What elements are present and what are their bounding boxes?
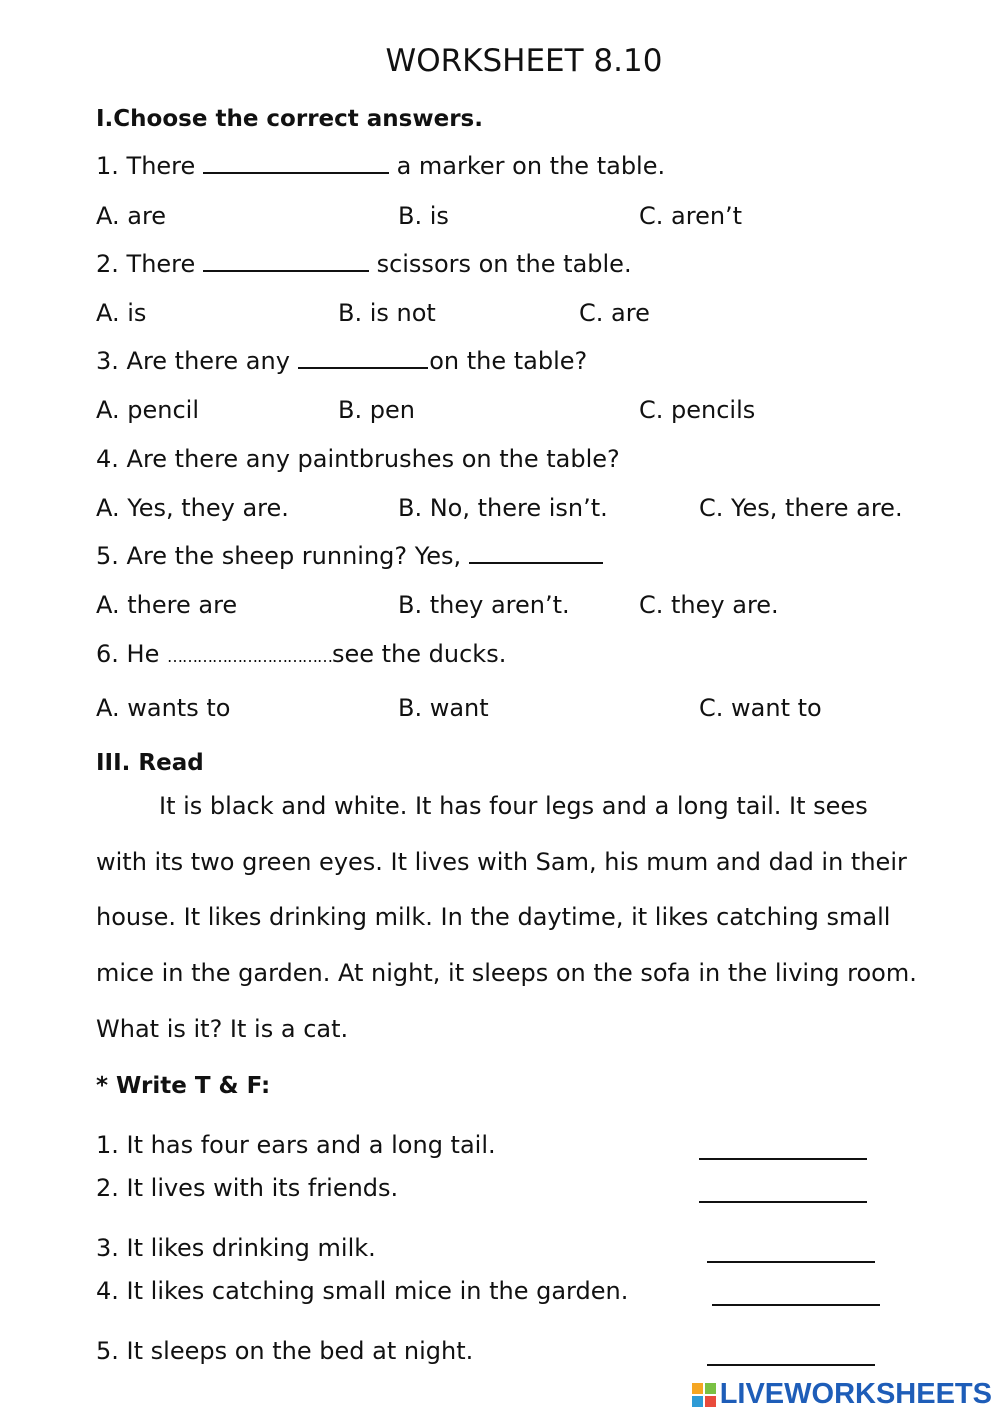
answer-blank-2[interactable] (203, 269, 369, 272)
true-false-heading: * Write T & F: (96, 1073, 271, 1099)
option-5b[interactable]: B. they aren’t. (398, 591, 570, 619)
question-3-pre: 3. Are there any (96, 347, 290, 375)
paragraph-line-2: with its two green eyes. It lives with Sam, his mum and dad in their (96, 848, 907, 876)
paragraph-line-4: mice in the garden. At night, it sleeps on the sofa in the living room. (96, 959, 917, 987)
liveworksheets-logo (692, 1378, 992, 1411)
tf-answer-blank-1[interactable] (699, 1157, 867, 1160)
paragraph-line-5: What is it? It is a cat. (96, 1015, 349, 1043)
option-4c[interactable]: C. Yes, there are. (699, 494, 903, 522)
question-6-pre: 6. He (96, 640, 160, 668)
question-6 (96, 640, 506, 668)
answer-blank-3[interactable] (298, 366, 428, 369)
option-5c[interactable]: C. they are. (639, 591, 779, 619)
statement-2: 2. It lives with its friends. (96, 1174, 399, 1202)
section-3-heading: III. Read (96, 750, 204, 776)
tf-answer-blank-3[interactable] (707, 1260, 875, 1263)
question-2-post: scissors on the table. (376, 250, 632, 278)
option-3a[interactable]: A. pencil (96, 396, 199, 424)
statement-1: 1. It has four ears and a long tail. (96, 1131, 496, 1159)
question-1 (96, 152, 665, 180)
logo-block-1 (692, 1383, 703, 1394)
tf-answer-blank-2[interactable] (699, 1200, 867, 1203)
option-1c[interactable]: C. aren’t (639, 202, 743, 230)
statement-3: 3. It likes drinking milk. (96, 1234, 376, 1262)
option-2a[interactable]: A. is (96, 299, 147, 327)
logo-text: LIVEWORKSHEETS (719, 1378, 992, 1410)
option-1a[interactable]: A. are (96, 202, 167, 230)
answer-blank-6[interactable]: …………………………… (166, 647, 332, 666)
statement-4: 4. It likes catching small mice in the garden. (96, 1277, 629, 1305)
statement-5: 5. It sleeps on the bed at night. (96, 1337, 474, 1365)
question-4: 4. Are there any paintbrushes on the table? (96, 445, 620, 473)
option-3b[interactable]: B. pen (338, 396, 415, 424)
answer-blank-1[interactable] (203, 171, 389, 174)
option-1b[interactable]: B. is (398, 202, 449, 230)
worksheet-title: WORKSHEET 8.10 (385, 43, 663, 79)
logo-block-3 (692, 1396, 703, 1407)
question-3-post: on the table? (429, 347, 588, 375)
question-1-pre: 1. There (96, 152, 196, 180)
question-2 (96, 250, 632, 278)
tf-answer-blank-5[interactable] (707, 1363, 875, 1366)
option-4a[interactable]: A. Yes, they are. (96, 494, 289, 522)
option-3c[interactable]: C. pencils (639, 396, 756, 424)
logo-block-2 (705, 1383, 716, 1394)
option-5a[interactable]: A. there are (96, 591, 238, 619)
section-1-heading: I.Choose the correct answers. (96, 106, 483, 132)
paragraph-line-3: house. It likes drinking milk. In the daytime, it likes catching small (96, 903, 891, 931)
option-6c[interactable]: C. want to (699, 694, 822, 722)
logo-block-4 (705, 1396, 716, 1407)
option-2b[interactable]: B. is not (338, 299, 436, 327)
question-2-pre: 2. There (96, 250, 196, 278)
option-6b[interactable]: B. want (398, 694, 489, 722)
tf-answer-blank-4[interactable] (712, 1303, 880, 1306)
logo-icon (692, 1383, 716, 1407)
question-3 (96, 347, 587, 375)
paragraph-line-1: It is black and white. It has four legs and a long tail. It sees (159, 792, 868, 820)
question-5 (96, 542, 603, 570)
option-2c[interactable]: C. are (579, 299, 650, 327)
question-6-post: see the ducks. (331, 640, 507, 668)
question-1-post: a marker on the table. (396, 152, 666, 180)
answer-blank-5[interactable] (469, 561, 603, 564)
option-6a[interactable]: A. wants to (96, 694, 231, 722)
question-5-pre: 5. Are the sheep running? Yes, (96, 542, 462, 570)
option-4b[interactable]: B. No, there isn’t. (398, 494, 608, 522)
